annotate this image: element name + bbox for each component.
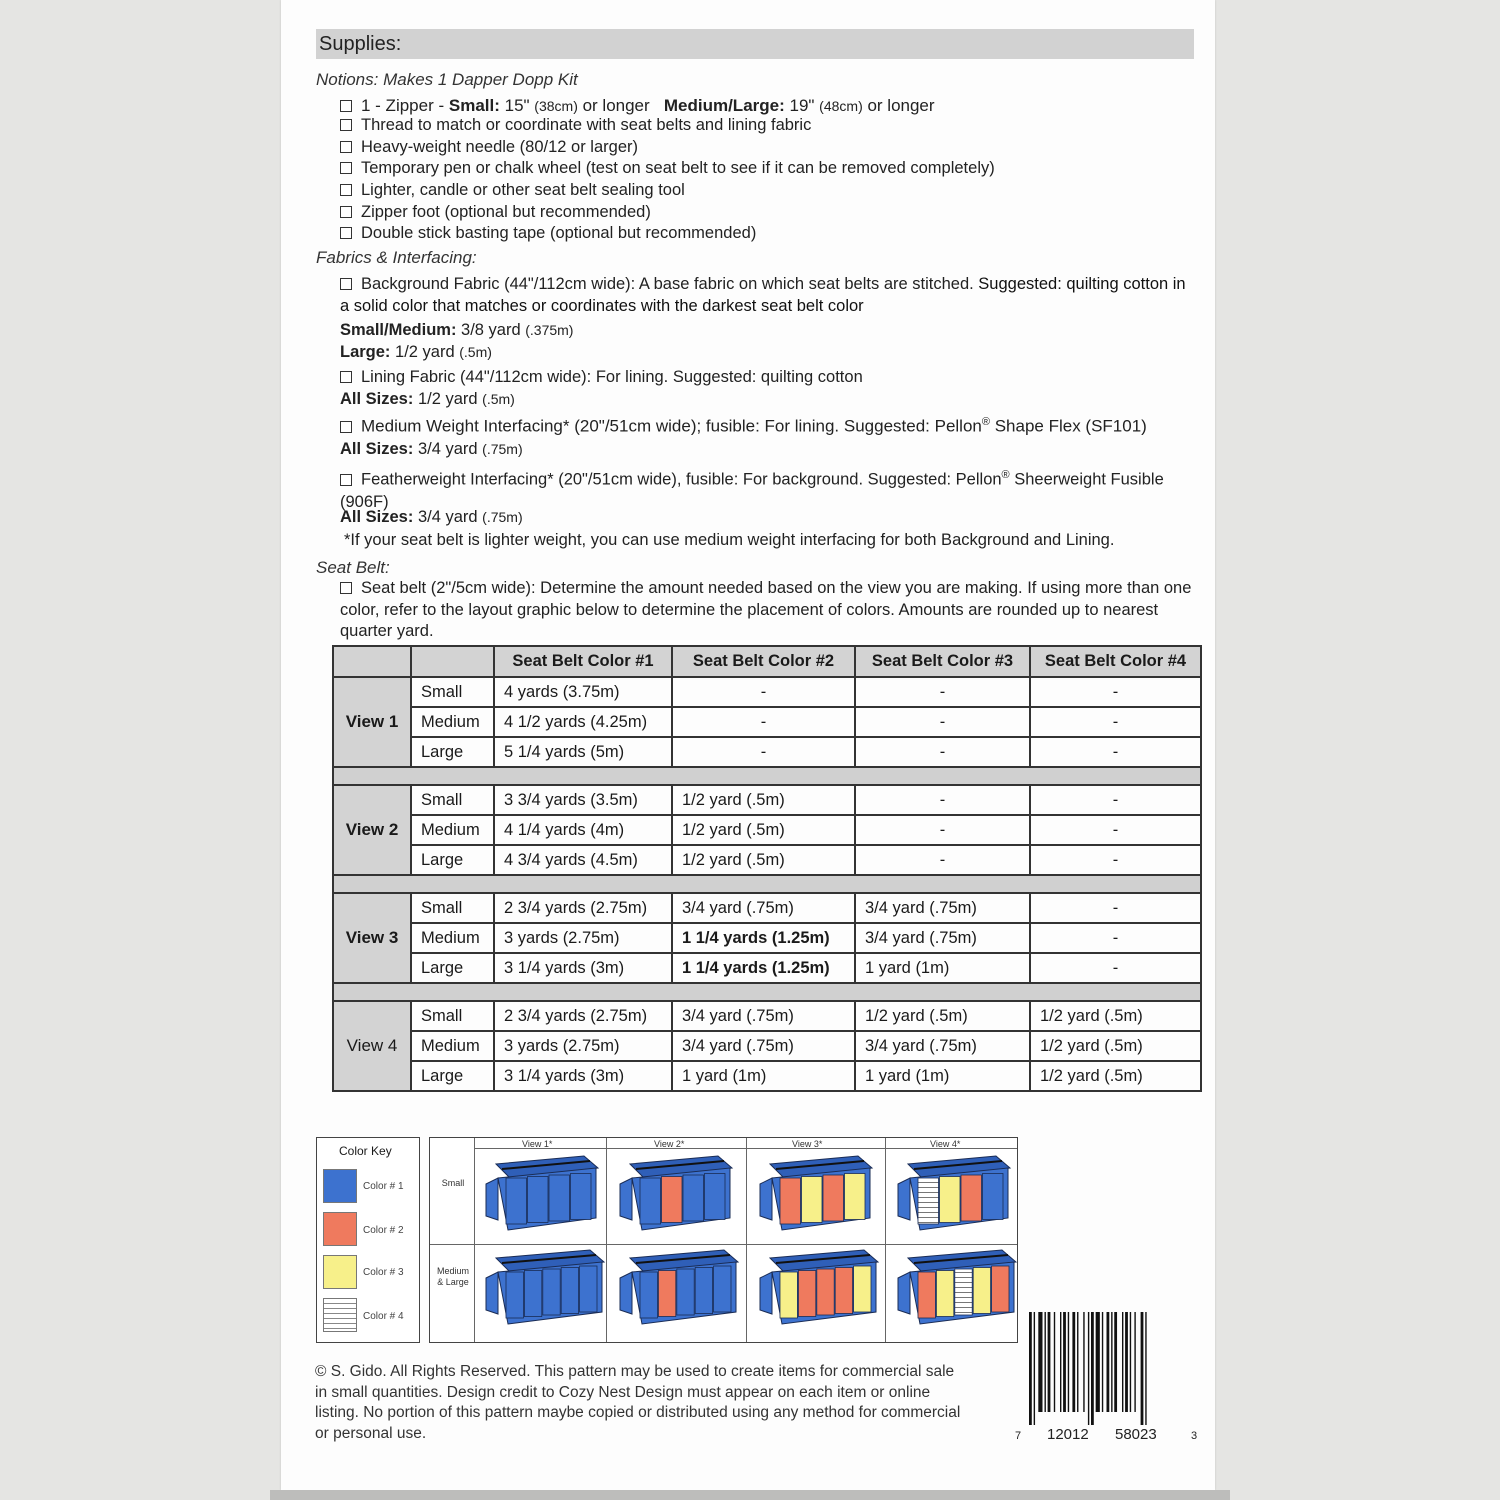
table-cell: - — [1030, 815, 1201, 845]
notion-item[interactable]: Zipper foot (optional but recommended) — [340, 203, 651, 222]
table-row — [333, 1031, 1201, 1061]
color-key-title: Color Key — [339, 1144, 392, 1158]
color-4-label: Color # 4 — [363, 1311, 404, 1322]
table-cell: 3 yards (2.75m) — [494, 1031, 672, 1061]
barcode-right-digit: 3 — [1191, 1430, 1198, 1442]
color-3-label: Color # 3 — [363, 1267, 404, 1278]
seatbelt-item[interactable]: Seat belt (2"/5cm wide): Determine the amount needed based on the view you are making. If using more than one color, refer to the layout graphic below to determine the placement of colors. Amounts are rounded up to nearest quarter yard. — [340, 579, 1192, 640]
table-cell: 4 yards (3.75m) — [494, 677, 672, 707]
barcode-bar — [1048, 1312, 1051, 1412]
header-color-4: Seat Belt Color #4 — [1030, 646, 1201, 677]
copyright-notice: © S. Gido. All Rights Reserved. This pattern may be used to create items for commercial sale in small quantities. Design credit to Cozy Nest Design must appear on each item or online listing. No portion of this pattern maybe copied or distributed using any method for commercial or personal use. — [315, 1363, 961, 1443]
table-cell: 1/2 yard (.5m) — [672, 845, 855, 875]
color-2-swatch — [323, 1212, 357, 1246]
barcode-bar — [1054, 1312, 1055, 1412]
table-cell: 4 1/2 yards (4.25m) — [494, 707, 672, 737]
table-cell: 1 yard (1m) — [672, 1061, 855, 1091]
checkbox-icon — [340, 119, 352, 131]
seatbelt-table — [332, 645, 1202, 1092]
barcode-bar — [1060, 1312, 1061, 1412]
table-row — [333, 785, 1201, 815]
notion-item[interactable]: Heavy-weight needle (80/12 or larger) — [340, 138, 638, 157]
featherweight-amount: All Sizes: 3/4 yard (.75m) — [340, 508, 523, 526]
table-cell: - — [855, 785, 1030, 815]
table-cell: 1 1/4 yards (1.25m) — [672, 953, 855, 983]
barcode-bar — [1125, 1312, 1128, 1412]
supplies-title: Supplies: — [319, 33, 402, 55]
page-edge — [270, 1490, 1230, 1500]
table-cell: 1 yard (1m) — [855, 1061, 1030, 1091]
color-4-swatch — [323, 1298, 357, 1332]
table-cell: 3/4 yard (.75m) — [672, 893, 855, 923]
view-label: View 2 — [333, 785, 411, 875]
table-cell: 1 yard (1m) — [855, 953, 1030, 983]
barcode-digits-1: 12012 — [1047, 1426, 1089, 1443]
header-blank — [411, 646, 494, 677]
medium-interfacing-amount: All Sizes: 3/4 yard (.75m) — [340, 440, 523, 458]
table-cell: 1 1/4 yards (1.25m) — [672, 923, 855, 953]
row-label-medium-large: Medium & Large — [436, 1266, 469, 1287]
barcode-bar — [1111, 1312, 1112, 1412]
table-cell: 3/4 yard (.75m) — [855, 893, 1030, 923]
table-cell: 3 1/4 yards (3m) — [494, 953, 672, 983]
table-row — [333, 1061, 1201, 1091]
table-row — [333, 1001, 1201, 1031]
table-cell: 3/4 yard (.75m) — [672, 1031, 855, 1061]
barcode-bar — [1083, 1312, 1084, 1412]
table-cell: - — [855, 737, 1030, 767]
notion-item[interactable]: Lighter, candle or other seat belt sealing tool — [340, 181, 685, 200]
barcode-bar — [1091, 1312, 1094, 1425]
table-row — [333, 845, 1201, 875]
color-2-label: Color # 2 — [363, 1225, 404, 1236]
table-row — [333, 893, 1201, 923]
barcode-bar — [1130, 1312, 1131, 1412]
barcode-bar — [1134, 1312, 1135, 1412]
barcode-bar — [1034, 1312, 1035, 1425]
checkbox-icon — [340, 141, 352, 153]
seatbelt-title: Seat Belt: — [316, 558, 390, 577]
table-cell: 3 3/4 yards (3.5m) — [494, 785, 672, 815]
table-cell: - — [1030, 707, 1201, 737]
table-cell: 2 3/4 yards (2.75m) — [494, 1001, 672, 1031]
table-cell: - — [855, 845, 1030, 875]
barcode-digits-2: 58023 — [1115, 1426, 1157, 1443]
size-cell: Large — [411, 1061, 494, 1091]
checkbox-icon — [340, 421, 352, 433]
barcode-bar — [1096, 1312, 1100, 1412]
table-cell: 3/4 yard (.75m) — [855, 923, 1030, 953]
barcode-bar — [1068, 1312, 1069, 1412]
background-sm-amount: Small/Medium: 3/8 yard (.375m) — [340, 321, 574, 339]
view-4-header: View 4* — [930, 1139, 961, 1149]
view-2-header: View 2* — [654, 1139, 685, 1149]
table-cell: 1/2 yard (.5m) — [1030, 1001, 1201, 1031]
background-fabric-item[interactable]: Background Fabric (44"/112cm wide): A base fabric on which seat belts are stitched. Suggested: quilting cotton in a solid color that matches or coordinates with the darkest seat belt color — [340, 275, 1186, 315]
views-graphic — [429, 1137, 1018, 1343]
kit-box-illustration — [620, 1250, 738, 1324]
barcode-bar — [1063, 1312, 1066, 1412]
table-cell: 1/2 yard (.5m) — [672, 815, 855, 845]
kit-box-illustration — [486, 1250, 604, 1324]
table-cell: 1/2 yard (.5m) — [855, 1001, 1030, 1031]
view-label: View 1 — [333, 677, 411, 767]
table-cell: - — [855, 677, 1030, 707]
size-cell: Large — [411, 845, 494, 875]
kit-box-illustration — [898, 1156, 1010, 1230]
fabrics-title: Fabrics & Interfacing: — [316, 248, 477, 267]
size-cell: Small — [411, 677, 494, 707]
table-row — [333, 953, 1201, 983]
kit-box-illustration — [760, 1156, 872, 1230]
view-3-header: View 3* — [792, 1139, 823, 1149]
barcode-bar — [1107, 1312, 1110, 1412]
size-cell: Medium — [411, 923, 494, 953]
lining-amount: All Sizes: 1/2 yard (.5m) — [340, 390, 515, 408]
header-color-2: Seat Belt Color #2 — [672, 646, 855, 677]
color-1-label: Color # 1 — [363, 1181, 404, 1192]
barcode-bar — [1141, 1312, 1144, 1425]
barcode — [1027, 1312, 1187, 1427]
supplies-header — [316, 29, 1194, 59]
table-cell: - — [672, 737, 855, 767]
header-blank — [333, 646, 411, 677]
table-cell: 2 3/4 yards (2.75m) — [494, 893, 672, 923]
size-cell: Large — [411, 953, 494, 983]
kit-box-illustration — [620, 1156, 732, 1230]
table-cell: - — [1030, 845, 1201, 875]
table-spacer — [333, 875, 1201, 893]
notion-item[interactable]: Thread to match or coordinate with seat belts and lining fabric — [340, 116, 811, 135]
barcode-bar — [1077, 1312, 1078, 1412]
table-cell: 3 yards (2.75m) — [494, 923, 672, 953]
color-3-swatch — [323, 1255, 357, 1289]
table-cell: - — [1030, 893, 1201, 923]
kit-box-illustration — [486, 1156, 598, 1230]
color-key — [316, 1137, 420, 1343]
table-cell: 4 1/4 yards (4m) — [494, 815, 672, 845]
table-cell: - — [1030, 953, 1201, 983]
notion-item[interactable]: Double stick basting tape (optional but recommended) — [340, 224, 756, 243]
zipper-item[interactable]: 1 - Zipper - Small: 15" (38cm) or longer Medium/Large: 19" (48cm) or longer — [340, 96, 935, 116]
color-1-swatch — [323, 1169, 357, 1203]
barcode-bar — [1029, 1312, 1032, 1425]
table-cell: - — [855, 707, 1030, 737]
table-spacer — [333, 767, 1201, 785]
notion-item[interactable]: Temporary pen or chalk wheel (test on seat belt to see if it can be removed completely) — [340, 159, 995, 178]
table-cell: 3 1/4 yards (3m) — [494, 1061, 672, 1091]
checkbox-icon — [340, 184, 352, 196]
barcode-bar — [1102, 1312, 1103, 1412]
checkbox-icon — [340, 474, 352, 486]
barcode-left-digit: 7 — [1015, 1430, 1022, 1442]
kit-box-illustration — [898, 1250, 1016, 1324]
table-row — [333, 707, 1201, 737]
table-cell: 3/4 yard (.75m) — [672, 1001, 855, 1031]
table-cell: - — [1030, 923, 1201, 953]
checkbox-icon — [340, 162, 352, 174]
table-cell: 5 1/4 yards (5m) — [494, 737, 672, 767]
table-cell: - — [672, 677, 855, 707]
table-cell: 1/2 yard (.5m) — [1030, 1031, 1201, 1061]
table-spacer — [333, 983, 1201, 1001]
interfacing-note: *If your seat belt is lighter weight, you can use medium weight interfacing for both Background and Lining. — [344, 531, 1115, 549]
table-cell: - — [1030, 737, 1201, 767]
barcode-bar — [1114, 1312, 1117, 1412]
table-header-row — [333, 646, 1201, 677]
table-row — [333, 737, 1201, 767]
header-color-3: Seat Belt Color #3 — [855, 646, 1030, 677]
kit-box-illustration — [760, 1250, 878, 1324]
checkbox-icon — [340, 582, 352, 594]
table-cell: - — [1030, 785, 1201, 815]
checkbox-icon — [340, 100, 352, 112]
barcode-bar — [1072, 1312, 1075, 1412]
table-cell: 1/2 yard (.5m) — [1030, 1061, 1201, 1091]
table-row — [333, 815, 1201, 845]
checkbox-icon — [340, 206, 352, 218]
view-1-header: View 1* — [522, 1139, 553, 1149]
table-cell: 3/4 yard (.75m) — [855, 1031, 1030, 1061]
featherweight-interfacing-item[interactable]: Featherweight Interfacing* (20"/51cm wide), fusible: For background. Suggested: Pellon® Sheerweight Fusible (906F) — [340, 469, 1164, 511]
size-cell: Medium — [411, 1031, 494, 1061]
background-l-amount: Large: 1/2 yard (.5m) — [340, 343, 492, 361]
table-row — [333, 677, 1201, 707]
view-label: View 4 — [333, 1001, 411, 1091]
row-label-small: Small — [441, 1178, 465, 1188]
size-cell: Small — [411, 893, 494, 923]
barcode-bar — [1045, 1312, 1046, 1412]
barcode-bar — [1038, 1312, 1042, 1412]
barcode-bar — [1088, 1312, 1089, 1425]
size-cell: Medium — [411, 815, 494, 845]
medium-interfacing-item[interactable]: Medium Weight Interfacing* (20"/51cm wide); fusible: For lining. Suggested: Pellon® Shape Flex (SF101) — [340, 416, 1147, 437]
checkbox-icon — [340, 371, 352, 383]
size-cell: Small — [411, 785, 494, 815]
table-cell: - — [1030, 677, 1201, 707]
checkbox-icon — [340, 227, 352, 239]
size-cell: Small — [411, 1001, 494, 1031]
table-cell: 4 3/4 yards (4.5m) — [494, 845, 672, 875]
barcode-bar — [1145, 1312, 1146, 1425]
view-label: View 3 — [333, 893, 411, 983]
table-row — [333, 923, 1201, 953]
header-color-1: Seat Belt Color #1 — [494, 646, 672, 677]
lining-fabric-item[interactable]: Lining Fabric (44"/112cm wide): For lining. Suggested: quilting cotton — [340, 368, 863, 387]
checkbox-icon — [340, 278, 352, 290]
table-cell: - — [672, 707, 855, 737]
size-cell: Large — [411, 737, 494, 767]
table-cell: - — [855, 815, 1030, 845]
size-cell: Medium — [411, 707, 494, 737]
barcode-bar — [1122, 1312, 1123, 1412]
table-cell: 1/2 yard (.5m) — [672, 785, 855, 815]
notions-title: Notions: Makes 1 Dapper Dopp Kit — [316, 70, 578, 89]
